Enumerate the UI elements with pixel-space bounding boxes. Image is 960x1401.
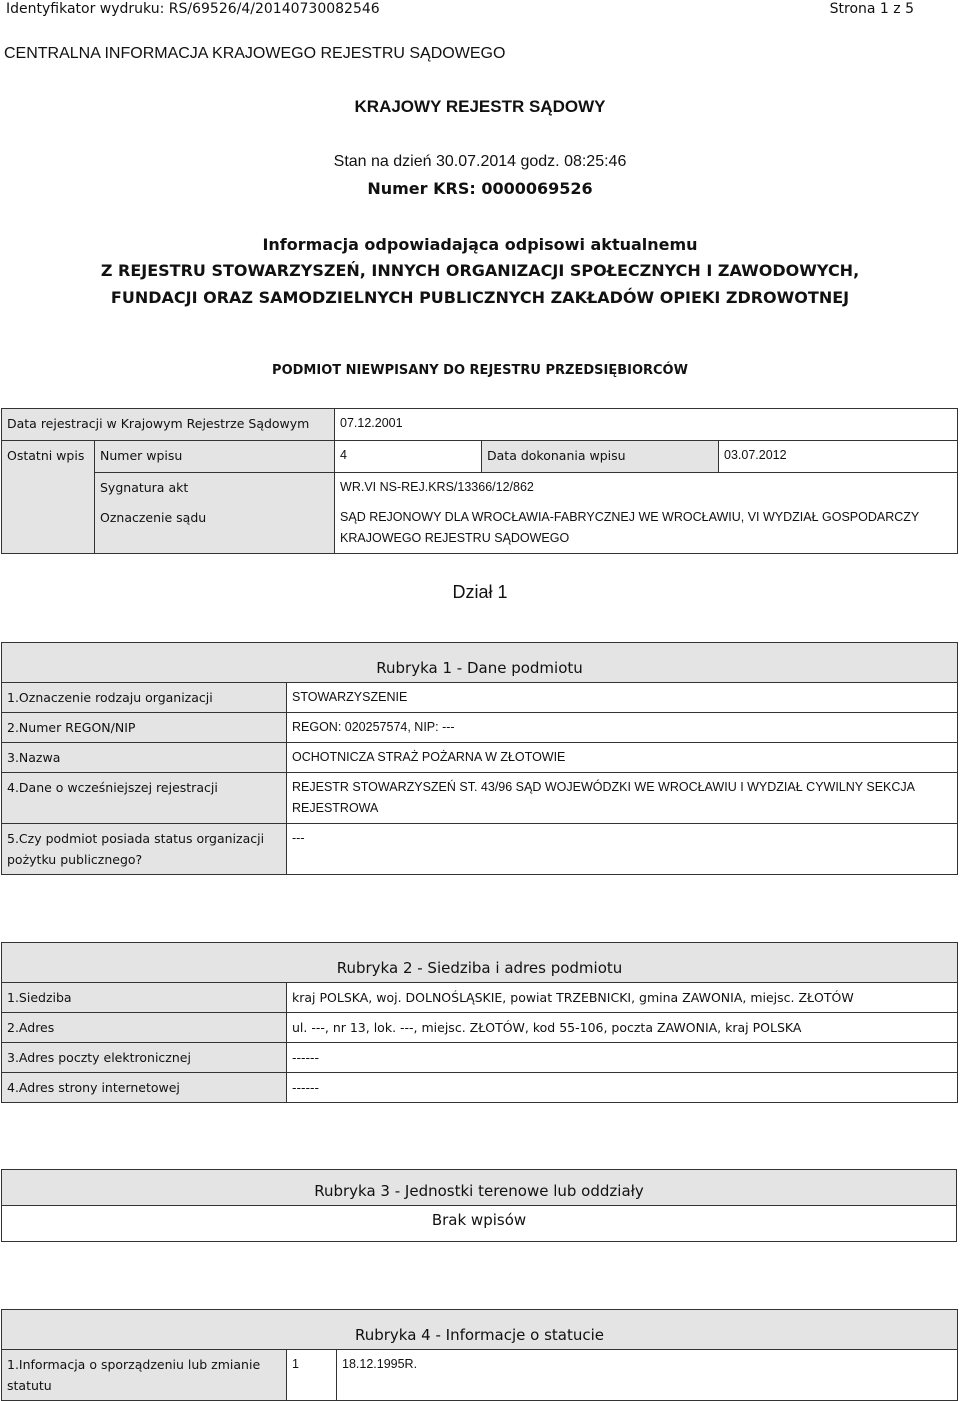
info-line-1: Informacja odpowiadająca odpisowi aktualnemu (262, 235, 698, 254)
status-date: Stan na dzień 30.07.2014 godz. 08:25:46 (333, 153, 627, 170)
rubryka-3-title: Rubryka 3 - Jednostki terenowe lub oddziały (2, 1170, 957, 1206)
rubryka-1-label: 1.Oznaczenie rodzaju organizacji (2, 683, 287, 713)
rubryka-2-label: 1.Siedziba (2, 983, 287, 1013)
last-entry-label: Ostatni wpis (2, 441, 95, 554)
court-label: Oznaczenie sądu (95, 503, 335, 554)
rubryka-2-value: ------ (287, 1043, 958, 1073)
rubryka-1-value: OCHOTNICZA STRAŻ POŻARNA W ZŁOTOWIE (287, 743, 958, 773)
rubryka-1-label: 3.Nazwa (2, 743, 287, 773)
rubryka-1-value: REGON: 020257574, NIP: --- (287, 713, 958, 743)
rubryka-2-value: ul. ---, nr 13, lok. ---, miejsc. ZŁOTÓW, kod 55-106, poczta ZAWONIA, kraj POLSKA (287, 1013, 958, 1043)
rubryka-1-label: 4.Dane o wcześniejszej rejestracji (2, 773, 287, 824)
rubryka-1-title: Rubryka 1 - Dane podmiotu (2, 643, 958, 683)
rubryka-3-empty: Brak wpisów (2, 1206, 957, 1242)
print-identifier: Identyfikator wydruku: RS/69526/4/20140730082546 (6, 1, 380, 17)
entity-note: PODMIOT NIEWPISANY DO REJESTRU PRZEDSIĘBIORCÓW (272, 363, 688, 378)
rubryka-2-value: ------ (287, 1073, 958, 1103)
rubryka-1-table (1, 642, 958, 875)
registration-date-value: 07.12.2001 (335, 409, 958, 441)
rubryka-4-title: Rubryka 4 - Informacje o statucie (2, 1310, 958, 1350)
rubryka-2-value: kraj POLSKA, woj. DOLNOŚLĄSKIE, powiat TRZEBNICKI, gmina ZAWONIA, miejsc. ZŁOTÓW (287, 983, 958, 1013)
page-number: Strona 1 z 5 (829, 1, 914, 17)
print-header (0, 0, 960, 20)
central-info-title: CENTRALNA INFORMACJA KRAJOWEGO REJESTRU SĄDOWEGO (4, 45, 506, 62)
registration-table (1, 408, 958, 554)
rubryka-4-value: 18.12.1995R. (337, 1350, 958, 1401)
entry-date-label: Data dokonania wpisu (482, 441, 719, 473)
rubryka-1-value: STOWARZYSZENIE (287, 683, 958, 713)
entry-number-value: 4 (335, 441, 482, 473)
signature-value: WR.VI NS-REJ.KRS/13366/12/862 (335, 473, 958, 503)
section-title: Dział 1 (452, 582, 508, 602)
rubryka-2-table (1, 942, 958, 1103)
entry-number-label: Numer wpisu (95, 441, 335, 473)
rubryka-1-value: REJESTR STOWARZYSZEŃ ST. 43/96 SĄD WOJEWÓDZKI WE WROCŁAWIU I WYDZIAŁ CYWILNY SEKCJA REJESTROWA (287, 773, 958, 824)
rubryka-3-table (1, 1169, 957, 1242)
rubryka-4-table (1, 1309, 958, 1401)
rubryka-4-number: 1 (287, 1350, 337, 1401)
registry-title: KRAJOWY REJESTR SĄDOWY (354, 97, 606, 116)
rubryka-2-label: 4.Adres strony internetowej (2, 1073, 287, 1103)
registration-date-label: Data rejestracji w Krajowym Rejestrze Sądowym (2, 409, 335, 441)
rubryka-1-value: --- (287, 824, 958, 875)
rubryka-4-label: 1.Informacja o sporządzeniu lub zmianie statutu (2, 1350, 287, 1401)
court-value: SĄD REJONOWY DLA WROCŁAWIA-FABRYCZNEJ WE WROCŁAWIU, VI WYDZIAŁ GOSPODARCZY KRAJOWEGO REJESTRU SĄDOWEGO (335, 503, 958, 554)
info-line-3: FUNDACJI ORAZ SAMODZIELNYCH PUBLICZNYCH ZAKŁADÓW OPIEKI ZDROWOTNEJ (110, 288, 850, 307)
info-line-2: Z REJESTRU STOWARZYSZEŃ, INNYCH ORGANIZACJI SPOŁECZNYCH I ZAWODOWYCH, (100, 261, 860, 280)
krs-number: Numer KRS: 0000069526 (367, 179, 593, 198)
rubryka-2-title: Rubryka 2 - Siedziba i adres podmiotu (2, 943, 958, 983)
rubryka-1-label: 2.Numer REGON/NIP (2, 713, 287, 743)
rubryka-1-label: 5.Czy podmiot posiada status organizacji pożytku publicznego? (2, 824, 287, 875)
signature-label: Sygnatura akt (95, 473, 335, 503)
entry-date-value: 03.07.2012 (719, 441, 958, 473)
rubryka-2-label: 2.Adres (2, 1013, 287, 1043)
rubryka-2-label: 3.Adres poczty elektronicznej (2, 1043, 287, 1073)
